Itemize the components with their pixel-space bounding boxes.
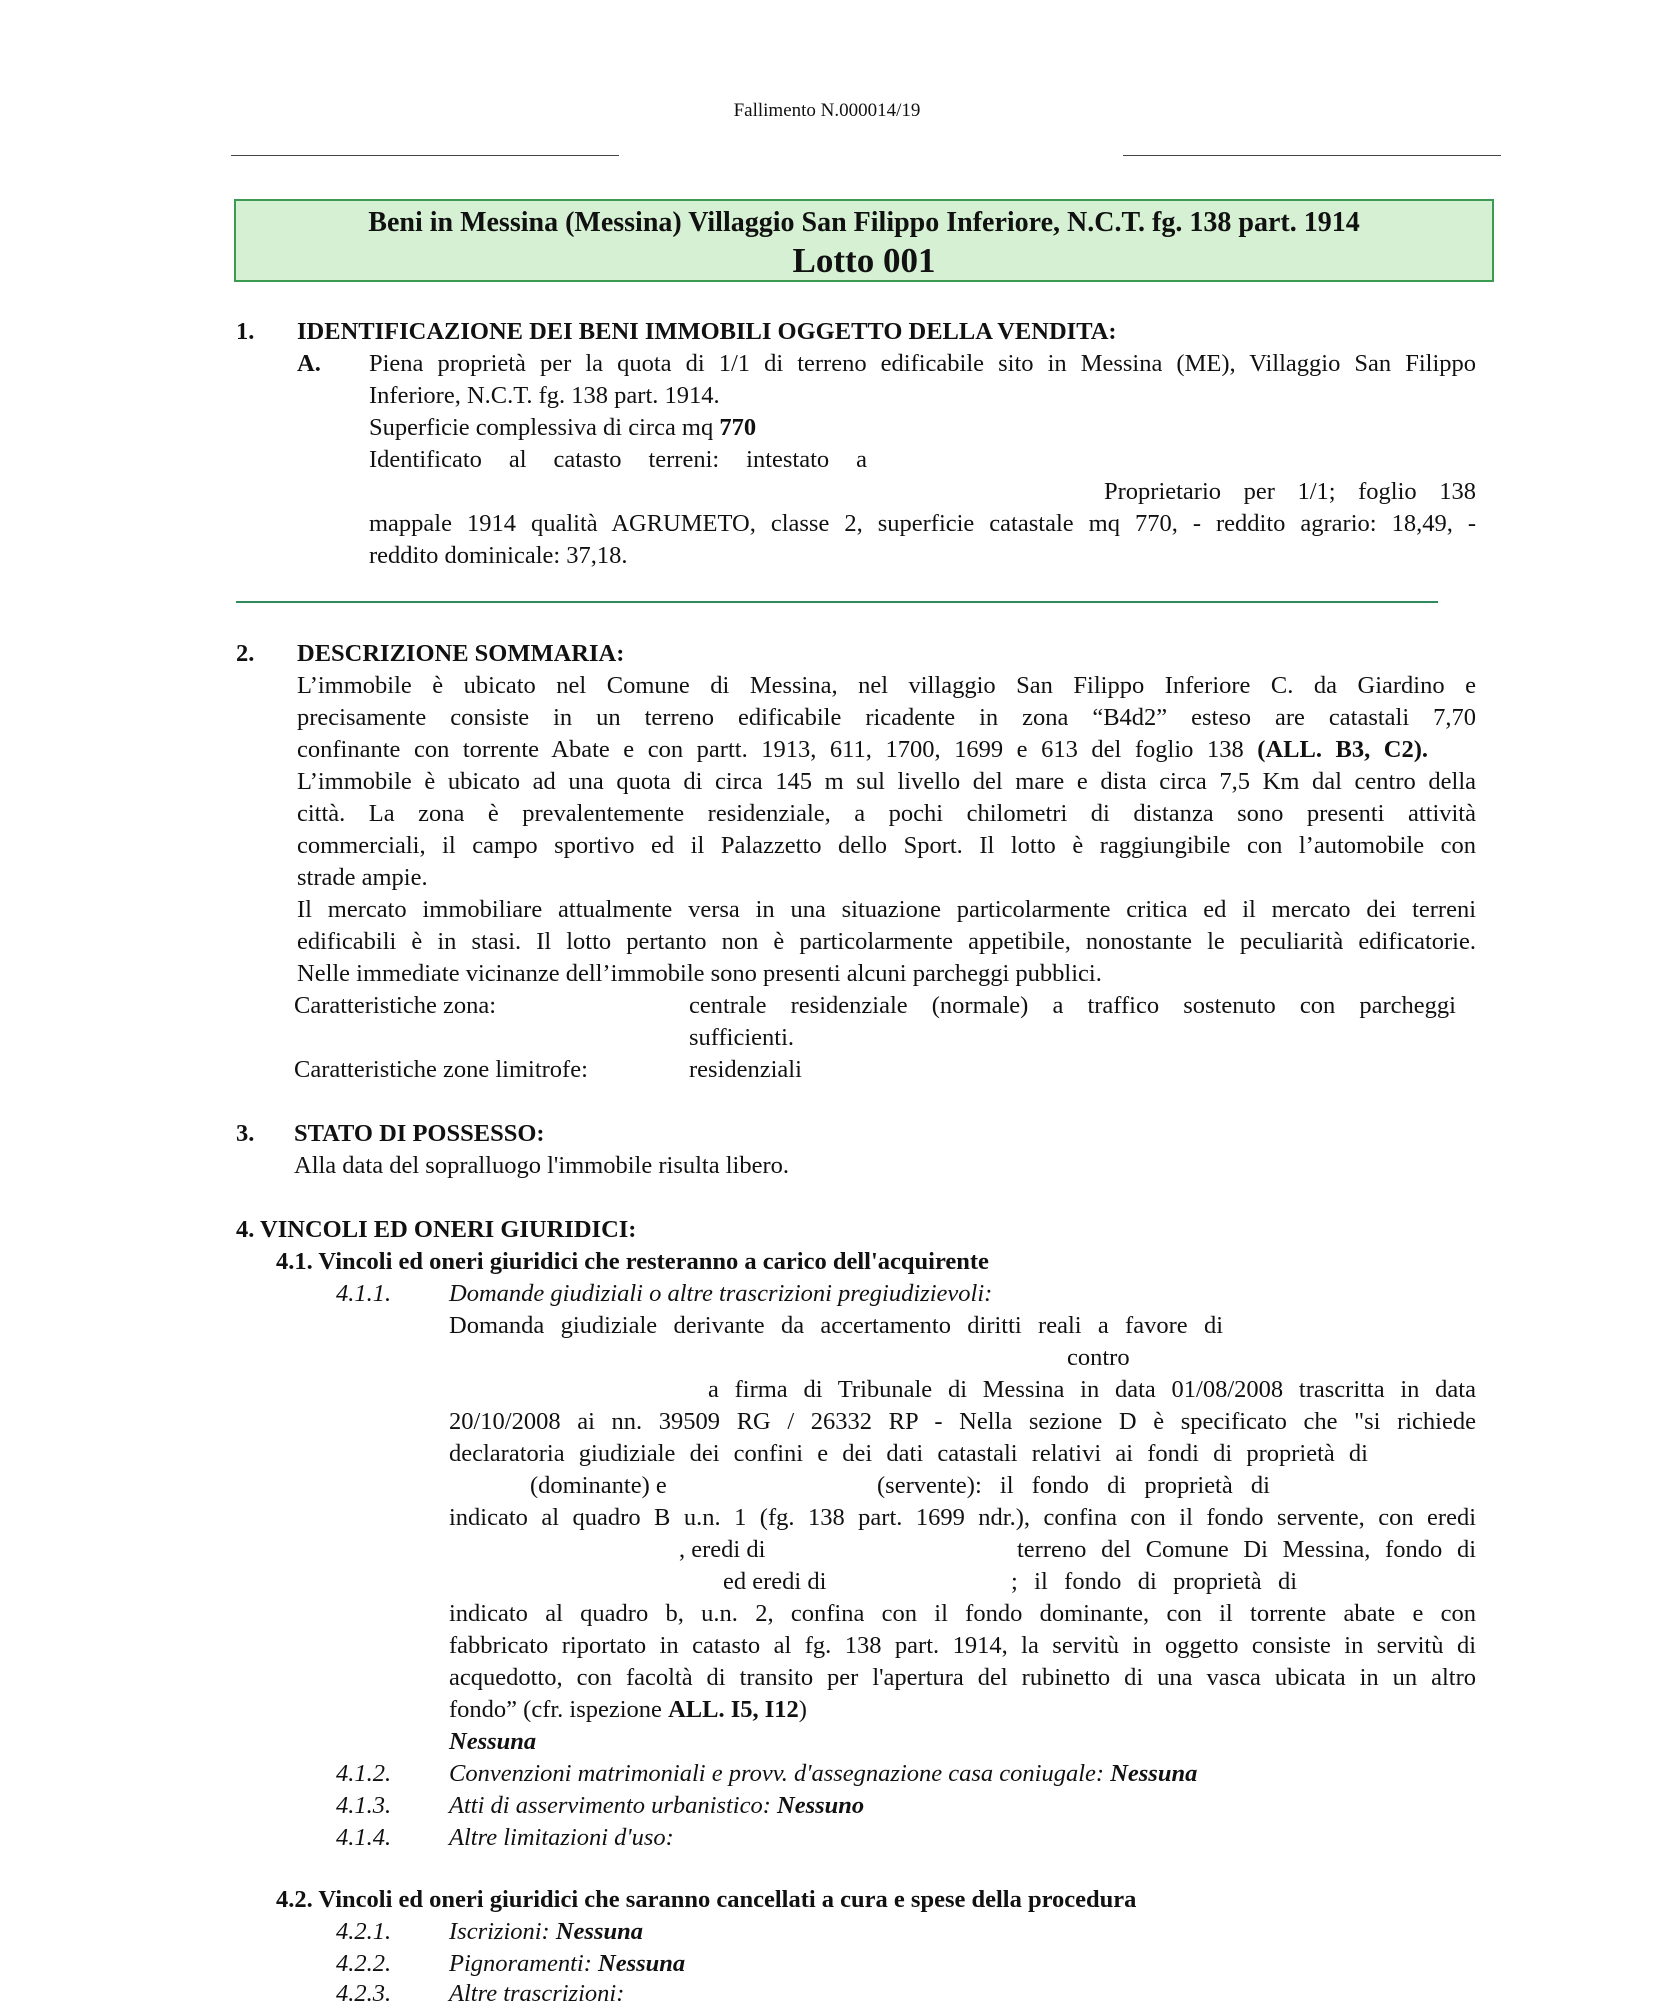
lot-number: Lotto 001: [792, 241, 936, 280]
item-4-2-1: Iscrizioni: Nessuna: [449, 1918, 643, 1945]
domanda-servente: (servente): il fondo di proprietà di: [877, 1472, 1270, 1499]
limitrofe-label: Caratteristiche zone limitrofe:: [294, 1056, 588, 1083]
limitrofe-value: residenziali: [689, 1056, 802, 1083]
header-rule-right: [1123, 155, 1501, 156]
section-4-heading: 4. VINCOLI ED ONERI GIURIDICI:: [236, 1216, 637, 1243]
superficie-label: Superficie complessiva di circa mq: [369, 414, 714, 441]
item-a-label: A.: [297, 350, 321, 377]
item-4-1-3: Atti di asservimento urbanistico: Nessuno: [449, 1792, 865, 1819]
s2-line-7: strade ampie.: [297, 864, 428, 891]
item-4-1-4-number: 4.1.4.: [336, 1824, 392, 1851]
item-4-2-3-number: 4.2.3.: [336, 1980, 392, 2007]
s2-line-10: Nelle immediate vicinanze dell’immobile sono presenti alcuni parcheggi pubblici.: [297, 960, 1102, 987]
lot-title-box: [234, 199, 1494, 282]
item-4-1-3-value: Nessuno: [777, 1792, 865, 1819]
domanda-line-11: fabbricato riportato in catasto al fg. 138 part. 1914, la servitù in oggetto consiste in servitù di: [449, 1632, 1476, 1659]
page-header: Fallimento N.000014/19: [733, 100, 921, 121]
header-rule-left: [231, 155, 619, 156]
superficie-value: 770: [719, 414, 757, 441]
item-4-2-2-value: Nessuna: [598, 1950, 686, 1977]
item-4-2-2: Pignoramenti: Nessuna: [449, 1950, 686, 1977]
s2-line-6: commerciali, il campo sportivo ed il Palazzetto dello Sport. Il lotto è raggiungibile con l’automobile con: [297, 832, 1476, 859]
domanda-nessuna: Nessuna: [449, 1728, 537, 1755]
section-divider: [236, 601, 1438, 603]
s2-line-1: L’immobile è ubicato nel Comune di Messina, nel villaggio San Filippo Inferiore C. da Giardino e: [297, 672, 1476, 699]
s2-line-2: precisamente consiste in un terreno edificabile ricadente in zona “B4d2” esteso are catastali 7,70: [297, 704, 1476, 731]
domanda-line-10: indicato al quadro b, u.n. 2, confina con il fondo dominante, con il torrente abate e con: [449, 1600, 1476, 1627]
lot-title: Beni in Messina (Messina) Villaggio San Filippo Inferiore, N.C.T. fg. 138 part. 1914: [368, 207, 1360, 238]
section-1-heading: IDENTIFICAZIONE DEI BENI IMMOBILI OGGETTO DELLA VENDITA:: [297, 318, 1117, 345]
section-1-number: 1.: [236, 318, 255, 345]
domanda-line-3: a firma di Tribunale di Messina in data 01/08/2008 trascritta in data: [708, 1376, 1476, 1403]
mappale-line: mappale 1914 qualità AGRUMETO, classe 2, superficie catastale mq 770, - reddito agrario: 18,49, -: [369, 510, 1476, 537]
domanda-line-4: 20/10/2008 ai nn. 39509 RG / 26332 RP - Nella sezione D è specificato che "si richiede: [449, 1408, 1476, 1435]
s2-line-3: confinante con torrente Abate e con partt. 1913, 611, 1700, 1699 e 613 del foglio 138 (ALL. B3, C2).: [297, 736, 1428, 763]
section-4-1-heading: 4.1. Vincoli ed oneri giuridici che resteranno a carico dell'acquirente: [276, 1248, 989, 1275]
allegati-ref: (ALL. B3, C2).: [1257, 736, 1428, 763]
domanda-terreno: terreno del Comune Di Messina, fondo di: [1017, 1536, 1476, 1563]
domanda-line-13: fondo” (cfr. ispezione ALL. I5, I12): [449, 1696, 807, 1723]
item-4-1-2-number: 4.1.2.: [336, 1760, 392, 1787]
item-4-2-1-number: 4.2.1.: [336, 1918, 392, 1945]
domanda-eredi-di: , eredi di: [679, 1536, 766, 1563]
item-4-1-2-value: Nessuna: [1110, 1760, 1198, 1787]
domanda-quadro: indicato al quadro B u.n. 1 (fg. 138 part. 1699 ndr.), confina con il fondo servente, con eredi: [449, 1504, 1476, 1531]
s1-line-2: Inferiore, N.C.T. fg. 138 part. 1914.: [369, 382, 720, 409]
proprietario-line: Proprietario per 1/1; foglio 138: [1104, 478, 1476, 505]
section-2-heading: DESCRIZIONE SOMMARIA:: [297, 640, 625, 667]
item-4-2-3: Altre trascrizioni:: [449, 1980, 625, 2007]
zona-label: Caratteristiche zona:: [294, 992, 497, 1019]
item-4-1-4: Altre limitazioni d'uso:: [449, 1824, 674, 1851]
section-4-2-heading: 4.2. Vincoli ed oneri giuridici che saranno cancellati a cura e spese della procedura: [276, 1886, 1137, 1913]
domanda-ed-eredi: ed eredi di: [723, 1568, 827, 1595]
possesso-text: Alla data del sopralluogo l'immobile risulta libero.: [294, 1152, 789, 1179]
zona-value: centrale residenziale (normale) a traffico sostenuto con parcheggi: [689, 992, 1456, 1019]
ispezione-ref: ALL. I5, I12: [668, 1696, 799, 1723]
item-4-1-2: Convenzioni matrimoniali e provv. d'assegnazione casa coniugale: Nessuna: [449, 1760, 1198, 1787]
s2-line-8: Il mercato immobiliare attualmente versa in una situazione particolarmente critica ed il mercato dei terreni: [297, 896, 1476, 923]
domanda-contro: contro: [1067, 1344, 1130, 1371]
domanda-line-1: Domanda giudiziale derivante da accertamento diritti reali a favore di: [449, 1312, 1223, 1339]
item-4-2-2-number: 4.2.2.: [336, 1950, 392, 1977]
s1-line-1: Piena proprietà per la quota di 1/1 di terreno edificabile sito in Messina (ME), Villaggio San Filippo: [369, 350, 1476, 377]
section-3-number: 3.: [236, 1120, 255, 1147]
item-4-1-1-title: Domande giudiziali o altre trascrizioni pregiudizievoli:: [449, 1280, 993, 1307]
item-4-1-1-number: 4.1.1.: [336, 1280, 392, 1307]
section-3-heading: STATO DI POSSESSO:: [294, 1120, 545, 1147]
domanda-line-12: acquedotto, con facoltà di transito per l'apertura del rubinetto di una vasca ubicata in un altro: [449, 1664, 1476, 1691]
domanda-fondo-prop: ; il fondo di proprietà di: [1011, 1568, 1297, 1595]
section-2-number: 2.: [236, 640, 255, 667]
superficie-line: [369, 414, 756, 442]
domanda-line-5: declaratoria giudiziale dei confini e dei dati catastali relativi ai fondi di proprietà di: [449, 1440, 1368, 1467]
catasto-line: Identificato al catasto terreni: intestato a: [369, 446, 867, 473]
item-4-1-3-number: 4.1.3.: [336, 1792, 392, 1819]
s2-line-9: edificabili è in stasi. Il lotto pertanto non è particolarmente appetibile, nonostante le peculiarità edificatorie.: [297, 928, 1476, 955]
domanda-dominante: (dominante) e: [530, 1472, 667, 1499]
item-4-2-1-value: Nessuna: [555, 1918, 643, 1945]
s2-line-5: città. La zona è prevalentemente residenziale, a pochi chilometri di distanza sono presenti attività: [297, 800, 1476, 827]
s2-line-4: L’immobile è ubicato ad una quota di circa 145 m sul livello del mare e dista circa 7,5 Km dal centro della: [297, 768, 1476, 795]
reddito-line: reddito dominicale: 37,18.: [369, 542, 628, 569]
zona-value-2: sufficienti.: [689, 1024, 795, 1051]
